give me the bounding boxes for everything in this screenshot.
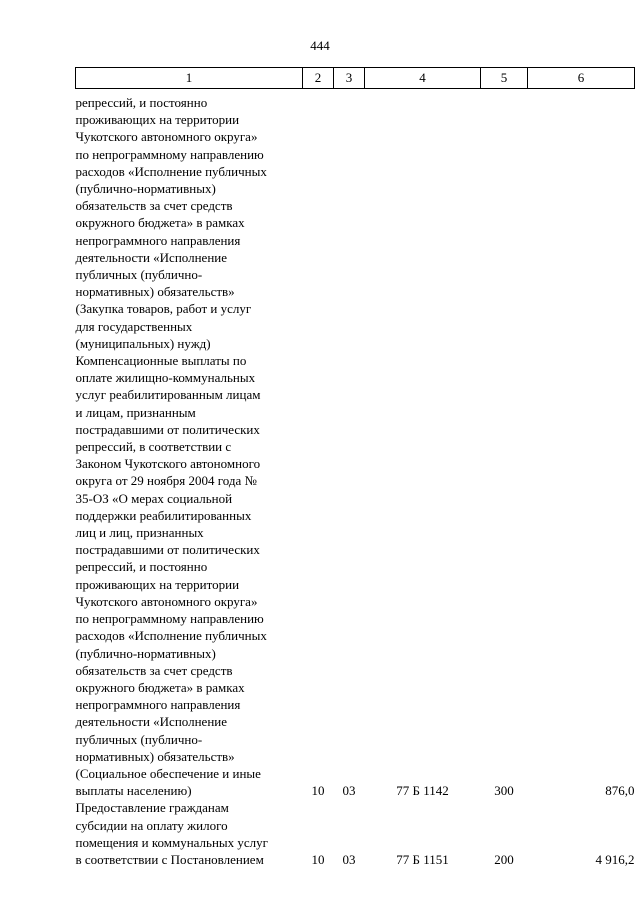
row-section-code: 10 [311, 851, 325, 867]
page-number: 444 [310, 38, 330, 53]
table-row [76, 799, 635, 868]
row-subsection-code: 03 [342, 783, 356, 799]
row-section-code: 10 [311, 783, 325, 799]
row-description: репрессий, и постоянно проживающих на территории Чукотского автономного округа» по непрограммному направлению расходов «Исполнение публичных (публично-нормативных) обязательств за счет средств окружного бюджета» в рамках непрограммного направления деятельности «Исполнение публичных (публично- нормативных) обязательств» (Закупка товаров, работ и услуг для государственных (муниципальных) нужд) Компенсационные выплаты по оплате жилищно-коммунальных услуг реабилитированным лицам и лицам, признанным пострадавшими от политических репрессий, в соответствии с Законом Чукотского автономного округа от 29 ноября 2004 года № 35-ОЗ «О мерах социальной поддержки реабилитированных лиц и лиц, признанных пострадавшими от политических репрессий, и постоянно проживающих на территории Чукотского автономного округа» по непрограммному направлению расходов «Исполнение публичных (публично-нормативных) обязательств за счет средств окружного бюджета» в рамках непрограммного направления деятельности «Исполнение публичных (публично- нормативных) обязательств» (Социальное обеспечение и иные выплаты населению) [75, 95, 267, 799]
header-col-1: 1 [76, 68, 303, 89]
budget-table [75, 67, 635, 868]
header-col-5: 5 [481, 68, 528, 89]
header-col-6: 6 [528, 68, 635, 89]
table-header-row [76, 68, 635, 89]
row-description: Предоставление гражданам субсидии на оплату жилого помещения и коммунальных услуг в соответствии с Постановлением [75, 800, 268, 867]
row-amount: 876,0 [605, 783, 635, 799]
row-expense-type: 300 [494, 783, 514, 799]
header-col-3: 3 [334, 68, 365, 89]
row-expense-type: 200 [494, 851, 514, 867]
header-col-4: 4 [365, 68, 481, 89]
row-amount: 4 916,2 [595, 851, 635, 867]
row-target-code: 77 Б 1142 [396, 783, 449, 799]
row-target-code: 77 Б 1151 [396, 851, 449, 867]
row-subsection-code: 03 [342, 851, 356, 867]
header-col-2: 2 [303, 68, 334, 89]
table-row [76, 89, 635, 800]
